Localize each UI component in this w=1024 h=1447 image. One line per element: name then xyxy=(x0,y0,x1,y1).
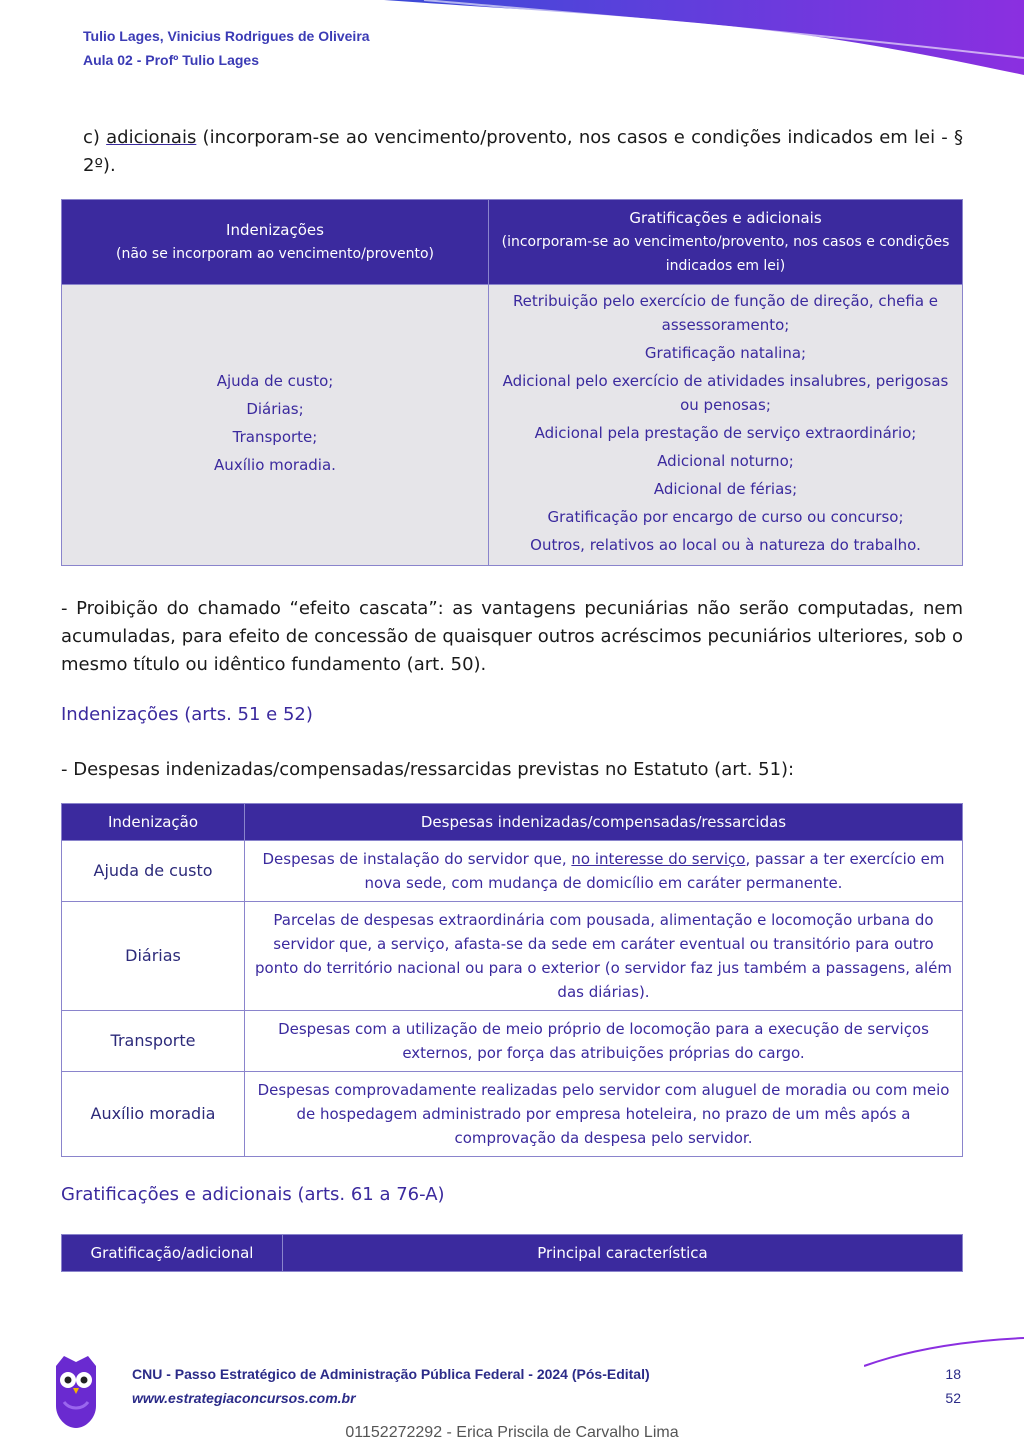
section-heading-indenizacoes: Indenizações (arts. 51 e 52) xyxy=(61,704,313,725)
despesas-column-header: Despesas indenizadas/compensadas/ressarcidas xyxy=(245,804,963,841)
list-item: Adicional de férias; xyxy=(653,480,798,498)
comparison-col1-header xyxy=(62,200,489,285)
row-description: Parcelas de despesas extraordinária com pousada, alimentação e locomoção urbana do servidor que, a serviço, afasta-se da sede em caráter eventual ou transitório para outro ponto do território nacional ou para o exterior (o servidor faz jus também a passagens, além das diárias). xyxy=(245,902,963,1011)
list-item: Transporte; xyxy=(232,428,318,446)
description-text: Despesas de instalação do servidor que, xyxy=(262,850,572,868)
list-item: Adicional noturno; xyxy=(657,452,794,470)
comparison-table xyxy=(61,199,963,566)
table-row xyxy=(62,1011,963,1072)
indenizacoes-list xyxy=(62,285,489,566)
table-row xyxy=(62,1072,963,1157)
intro-paragraph xyxy=(83,124,963,180)
row-description: Despesas comprovadamente realizadas pelo servidor com aluguel de moradia ou com meio de hospedagem administrado por empresa hoteleira, no prazo de um mês após a comprovação da despesa pelo servidor. xyxy=(245,1072,963,1157)
list-item: Adicional pelo exercício de atividades insalubres, perigosas ou penosas; xyxy=(502,372,949,414)
row-label: Ajuda de custo xyxy=(62,841,245,902)
row-description: Despesas com a utilização de meio próprio de locomoção para a execução de serviços externos, por força das atribuições próprias do cargo. xyxy=(245,1011,963,1072)
col1-subtitle: (não se incorporam ao vencimento/provento) xyxy=(116,246,434,262)
header-wave-decoration xyxy=(384,0,1024,78)
list-item: Diárias; xyxy=(246,400,304,418)
underlined-text: no interesse do serviço xyxy=(571,850,746,868)
page-total: 52 xyxy=(945,1390,961,1406)
row-label: Transporte xyxy=(62,1011,245,1072)
comparison-col2-header xyxy=(489,200,963,285)
efeito-cascata-paragraph: - Proibição do chamado “efeito cascata”: as vantagens pecuniárias não serão computadas, nem acumuladas, para efeito de concessão de quaisquer outros acréscimos pecuniários ulteriores, sob o mesmo título ou idêntico fundamento (art. 50). xyxy=(61,598,963,675)
gratificacoes-list xyxy=(489,285,963,566)
list-item: Retribuição pelo exercício de função de direção, chefia e assessoramento; xyxy=(512,292,939,334)
indenizacoes-table xyxy=(61,803,963,1157)
header-lesson: Aula 02 - Profº Tulio Lages xyxy=(83,52,259,68)
caracteristica-column-header: Principal característica xyxy=(283,1235,963,1272)
list-item: Adicional pela prestação de serviço extraordinário; xyxy=(534,424,917,442)
page-number: 18 xyxy=(945,1366,961,1382)
gratificacoes-table xyxy=(61,1234,963,1272)
intro-prefix: c) xyxy=(83,127,107,148)
watermark-text: 01152272292 - Erica Priscila de Carvalho Lima xyxy=(345,1424,679,1441)
list-item: Gratificação natalina; xyxy=(644,344,807,362)
intro-term: adicionais xyxy=(106,127,197,148)
col2-subtitle: (incorporam-se ao vencimento/provento, nos casos e condições indicados em lei) xyxy=(501,234,950,274)
header-authors: Tulio Lages, Vinicius Rodrigues de Oliveira xyxy=(83,28,370,44)
row-label: Auxílio moradia xyxy=(62,1072,245,1157)
indenizacao-column-header: Indenização xyxy=(62,804,245,841)
section-heading-gratificacoes: Gratificações e adicionais (arts. 61 a 76-A) xyxy=(61,1184,445,1205)
gratificacao-column-header: Gratificação/adicional xyxy=(62,1235,283,1272)
owl-logo-icon xyxy=(52,1356,100,1428)
list-item: Ajuda de custo; xyxy=(216,372,334,390)
list-item: Outros, relativos ao local ou à natureza do trabalho. xyxy=(530,536,921,554)
list-item: Auxílio moradia. xyxy=(214,456,336,474)
table-row xyxy=(62,902,963,1011)
row-label: Diárias xyxy=(62,902,245,1011)
col1-title: Indenizações xyxy=(226,221,324,239)
description-text: , passar a ter exercício em nova sede, com mudança de domicílio em caráter permanente. xyxy=(364,850,945,892)
row-description xyxy=(245,841,963,902)
table-row xyxy=(62,841,963,902)
footer-website-link[interactable]: www.estrategiaconcursos.com.br xyxy=(132,1390,356,1406)
section-intro-despesas: - Despesas indenizadas/compensadas/ressarcidas previstas no Estatuto (art. 51): xyxy=(61,759,795,780)
footer-course-title: CNU - Passo Estratégico de Administração Pública Federal - 2024 (Pós-Edital) xyxy=(132,1366,650,1382)
list-item: Gratificação por encargo de curso ou concurso; xyxy=(547,508,904,526)
intro-rest: (incorporam-se ao vencimento/provento, nos casos e condições indicados em lei - § 2º). xyxy=(83,127,964,176)
col2-title: Gratificações e adicionais xyxy=(629,209,822,227)
